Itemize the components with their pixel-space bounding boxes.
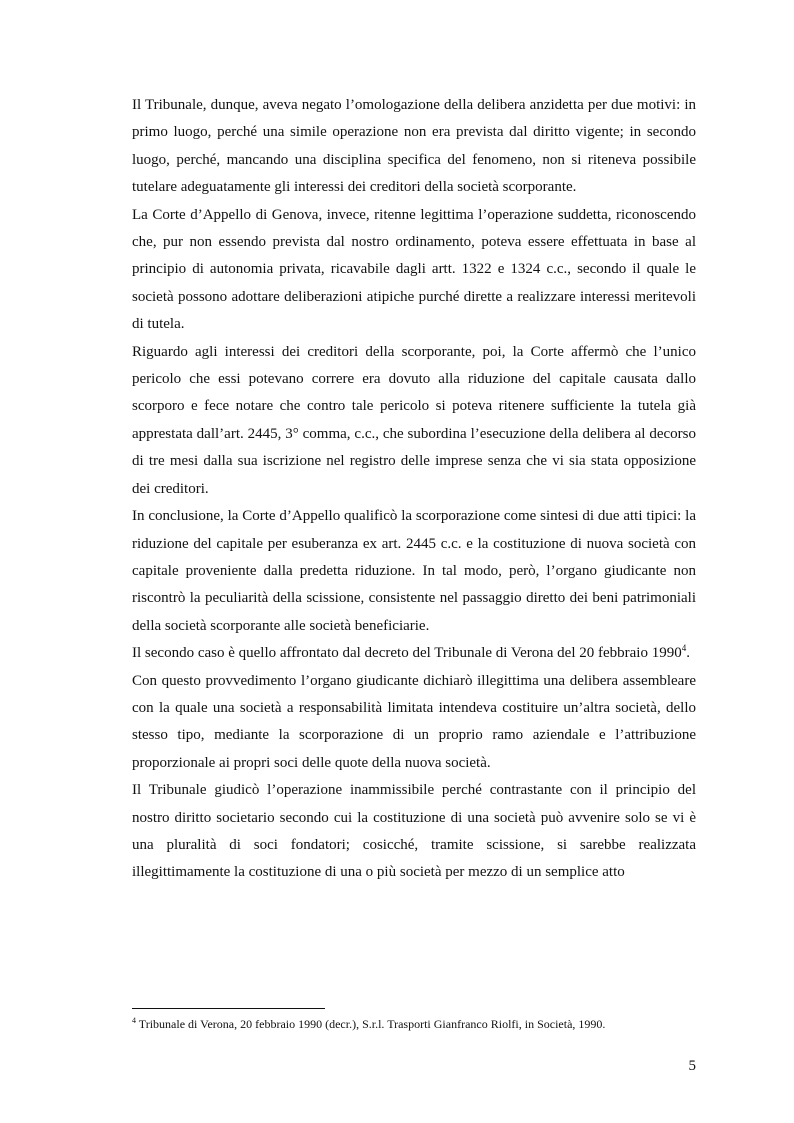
paragraph-secondo-caso-end: . [686,645,690,662]
footnote-number: 4 [132,1016,136,1025]
paragraph-creditori: Riguardo agli interessi dei creditori della scorporante, poi, la Corte affermò che l’unico pericolo che essi potevano correre era dovuto alla riduzione del capitale causata dallo scorporo e fece notare che contro tale pericolo si poteva ritenere sufficiente la tutela già apprestata dall’art. 2445, 3° comma, c.c., che subordina l’esecuzione della delibera al decorso di tre mesi dalla sua iscrizione nel registro delle imprese senza che vi sia stata opposizione dei creditori. [132,343,696,497]
body-text [132,92,696,887]
paragraph-tribunale-giudico: Il Tribunale giudicò l’operazione inammissibile perché contrastante con il principio del nostro diritto societario secondo cui la costituzione di una società può avvenire solo se vi è una pluralità di soci fondatori; cosicché, tramite scissione, si sarebbe realizzata illegittimamente la costituzione di una o più società per mezzo di un semplice atto [132,782,696,881]
footnote-separator [132,1008,325,1009]
paragraph-secondo-caso-text: Il secondo caso è quello affrontato dal decreto del Tribunale di Verona del 20 febbraio 1990 [132,645,682,662]
paragraph-conclusione: In conclusione, la Corte d’Appello qualificò la scorporazione come sintesi di due atti tipici: la riduzione del capitale per esuberanza ex art. 2445 c.c. e la costituzione di nuova società con capitale proveniente dalla predetta riduzione. In tal modo, però, l’organo giudicante non riscontrò la peculiarità della scissione, consistente nel passaggio diretto dei beni patrimoniali della società scorporante alle società beneficiarie. [132,508,696,634]
page-number: 5 [688,1058,696,1074]
paragraph-secondo-caso [132,640,696,667]
footnote [132,1016,696,1032]
footnote-reference[interactable]: 4 [681,643,687,654]
paragraph-provvedimento: Con questo provvedimento l’organo giudicante dichiarò illegittima una delibera assembleare con la quale una società a responsabilità limitata intendeva costituire un’altra società, dello stesso tipo, mediante la scorporazione di un proprio ramo aziendale e l’attribuzione proporzionale ai propri soci delle quote della nuova società. [132,672,696,771]
paragraph-corte-appello: La Corte d’Appello di Genova, invece, ritenne legittima l’operazione suddetta, riconoscendo che, pur non essendo prevista dal nostro ordinamento, poteva essere effettuata in base al principio di autonomia privata, ricavabile dagli artt. 1322 e 1324 c.c., secondo il quale le società possono adottare deliberazioni atipiche purché dirette a realizzare interessi meritevoli di tutela. [132,206,696,333]
footnote-text: Tribunale di Verona, 20 febbraio 1990 (decr.), S.r.l. Trasporti Gianfranco Riolfi, in Società, 1990. [138,1017,606,1031]
paragraph-tribunale-genova: Il Tribunale, dunque, aveva negato l’omologazione della delibera anzidetta per due motivi: in primo luogo, perché una simile operazione non era prevista dal diritto vigente; in secondo luogo, perché, mancando una disciplina specifica del fenomeno, non si riteneva possibile tutelare adeguatamente gli interessi dei creditori della società scorporante. [132,97,696,196]
